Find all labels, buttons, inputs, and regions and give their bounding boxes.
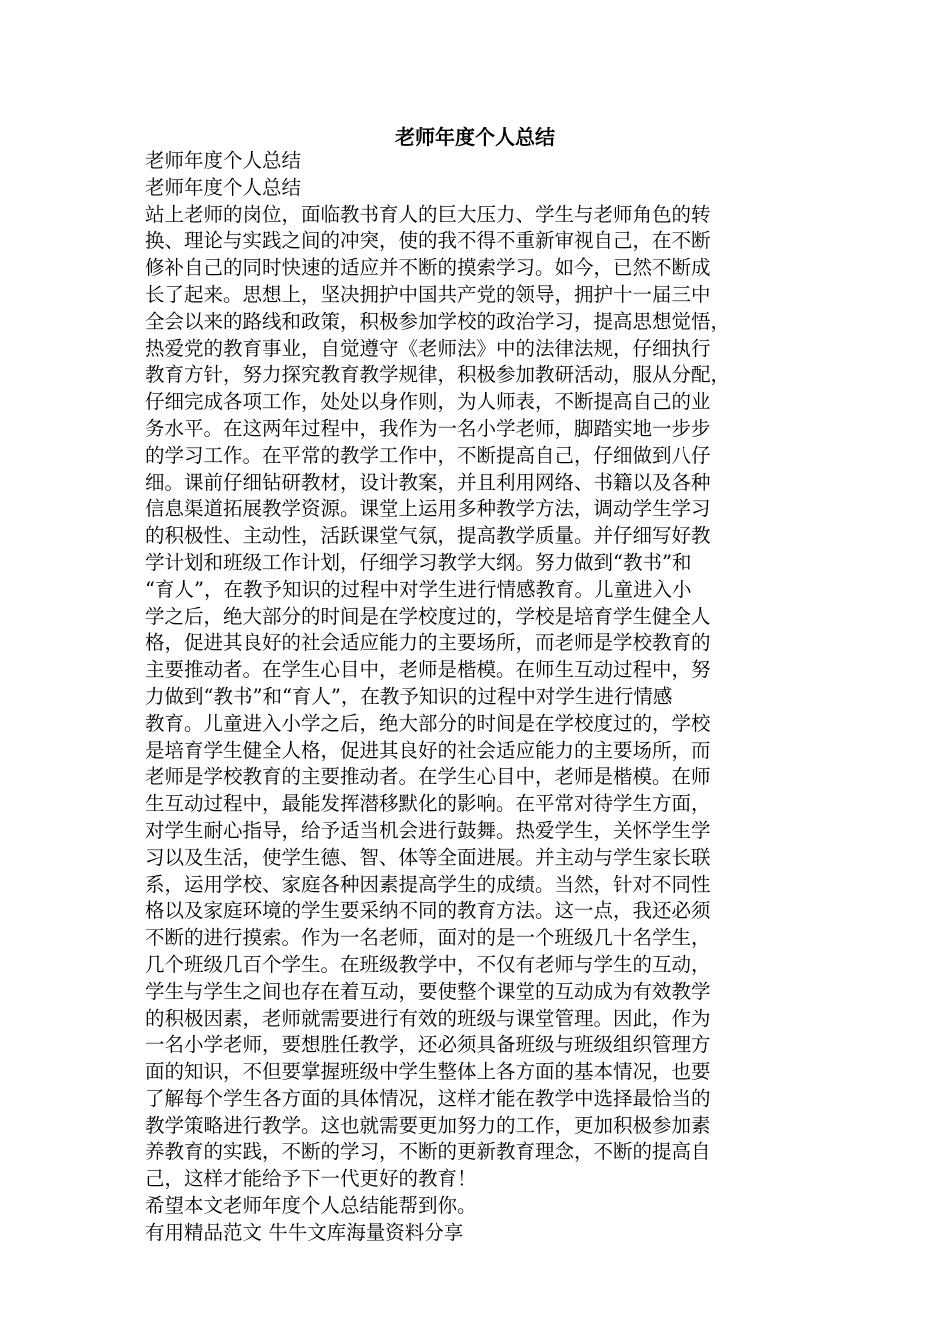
body-line: “育人”，在教予知识的过程中对学生进行情感教育。儿童进入小: [145, 577, 692, 601]
body-line: 信息渠道拓展教学资源。课堂上运用多种教学方法，调动学生学习: [145, 497, 711, 521]
body-line: 的积极因素，老师就需要进行有效的班级与课堂管理。因此，作为: [145, 1006, 711, 1030]
body-line: 学生与学生之间也存在着互动，要使整个课堂的互动成为有效教学: [145, 979, 711, 1003]
body-line: 养教育的实践，不断的学习，不断的更新教育理念，不断的提高自: [145, 1140, 711, 1164]
body-line: 是培育学生健全人格，促进其良好的社会适应能力的主要场所，而: [145, 738, 711, 762]
body-line: 面的知识，不但要掌握班级中学生整体上各方面的基本情况，也要: [145, 1060, 711, 1084]
body-line: 站上老师的岗位，面临教书育人的巨大压力、学生与老师角色的转: [145, 202, 711, 226]
document-content: [145, 148, 805, 1247]
body-line: 教学策略进行教学。这也就需要更加努力的工作，更加积极参加素: [145, 1113, 711, 1137]
body-line: 不断的进行摸索。作为一名老师，面对的是一个班级几十名学生，: [145, 926, 711, 950]
body-line: 老师是学校教育的主要推动者。在学生心目中，老师是楷模。在师: [145, 765, 711, 789]
document-title: 老师年度个人总结: [395, 125, 555, 149]
body-line: 系，运用学校、家庭各种因素提高学生的成绩。当然，针对不同性: [145, 872, 711, 896]
body-line: 热爱党的教育事业，自觉遵守《老师法》中的法律法规，仔细执行: [145, 336, 711, 360]
subtitle-line: 老师年度个人总结: [145, 149, 302, 172]
body-line: 长了起来。思想上，坚决拥护中国共产党的领导，拥护十一届三中: [145, 282, 711, 306]
body-line: 了解每个学生各方面的具体情况，这样才能在教学中选择最恰当的: [145, 1086, 711, 1110]
body-line: 生互动过程中，最能发挥潜移默化的影响。在平常对待学生方面，: [145, 792, 711, 816]
body-line: 格，促进其良好的社会适应能力的主要场所，而老师是学校教育的: [145, 631, 711, 655]
body-line: 力做到“教书”和“育人”，在教予知识的过程中对学生进行情感: [145, 684, 673, 708]
footer-line: 有用精品范文 牛牛文库海量资料分享: [145, 1220, 464, 1244]
body-line: 几个班级几百个学生。在班级教学中，不仅有老师与学生的互动，: [145, 952, 711, 976]
body-line: 教育。儿童进入小学之后，绝大部分的时间是在学校度过的，学校: [145, 711, 711, 735]
subtitle-line: 老师年度个人总结: [145, 175, 302, 199]
body-line: 的学习工作。在平常的教学工作中，不断提高自己，仔细做到八仔: [145, 443, 711, 467]
body-line: 务水平。在这两年过程中，我作为一名小学老师，脚踏实地一步步: [145, 416, 711, 440]
body-line: 仔细完成各项工作，处处以身作则，为人师表，不断提高自己的业: [145, 390, 711, 414]
body-line: 己，这样才能给予下一代更好的教育！: [145, 1167, 477, 1191]
body-line: 格以及家庭环境的学生要采纳不同的教育方法。这一点，我还必须: [145, 899, 711, 923]
body-line: 全会以来的路线和政策，积极参加学校的政治学习，提高思想觉悟，: [145, 309, 731, 333]
body-line: 一名小学老师，要想胜任教学，还必须具备班级与班级组织管理方: [145, 1033, 711, 1057]
body-line: 的积极性、主动性，活跃课堂气氛，提高教学质量。并仔细写好教: [145, 524, 711, 548]
body-line: 主要推动者。在学生心目中，老师是楷模。在师生互动过程中，努: [145, 658, 711, 682]
closing-line: 希望本文老师年度个人总结能帮到你。: [145, 1194, 477, 1218]
body-paragraph: [145, 202, 805, 1193]
body-line: 学计划和班级工作计划，仔细学习教学大纲。努力做到“教书”和: [145, 550, 692, 574]
body-line: 对学生耐心指导，给予适当机会进行鼓舞。热爱学生，关怀学生学: [145, 818, 711, 842]
body-line: 教育方针，努力探究教育教学规律，积极参加教研活动，服从分配，: [145, 363, 731, 387]
body-line: 学之后，绝大部分的时间是在学校度过的，学校是培育学生健全人: [145, 604, 711, 628]
body-line: 换、理论与实践之间的冲突，使的我不得不重新审视自己，在不断: [145, 229, 711, 253]
body-line: 修补自己的同时快速的适应并不断的摸索学习。如今，已然不断成: [145, 256, 711, 280]
body-line: 习以及生活，使学生德、智、体等全面进展。并主动与学生家长联: [145, 845, 711, 869]
body-line: 细。课前仔细钻研教材，设计教案，并且利用网络、书籍以及各种: [145, 470, 711, 494]
